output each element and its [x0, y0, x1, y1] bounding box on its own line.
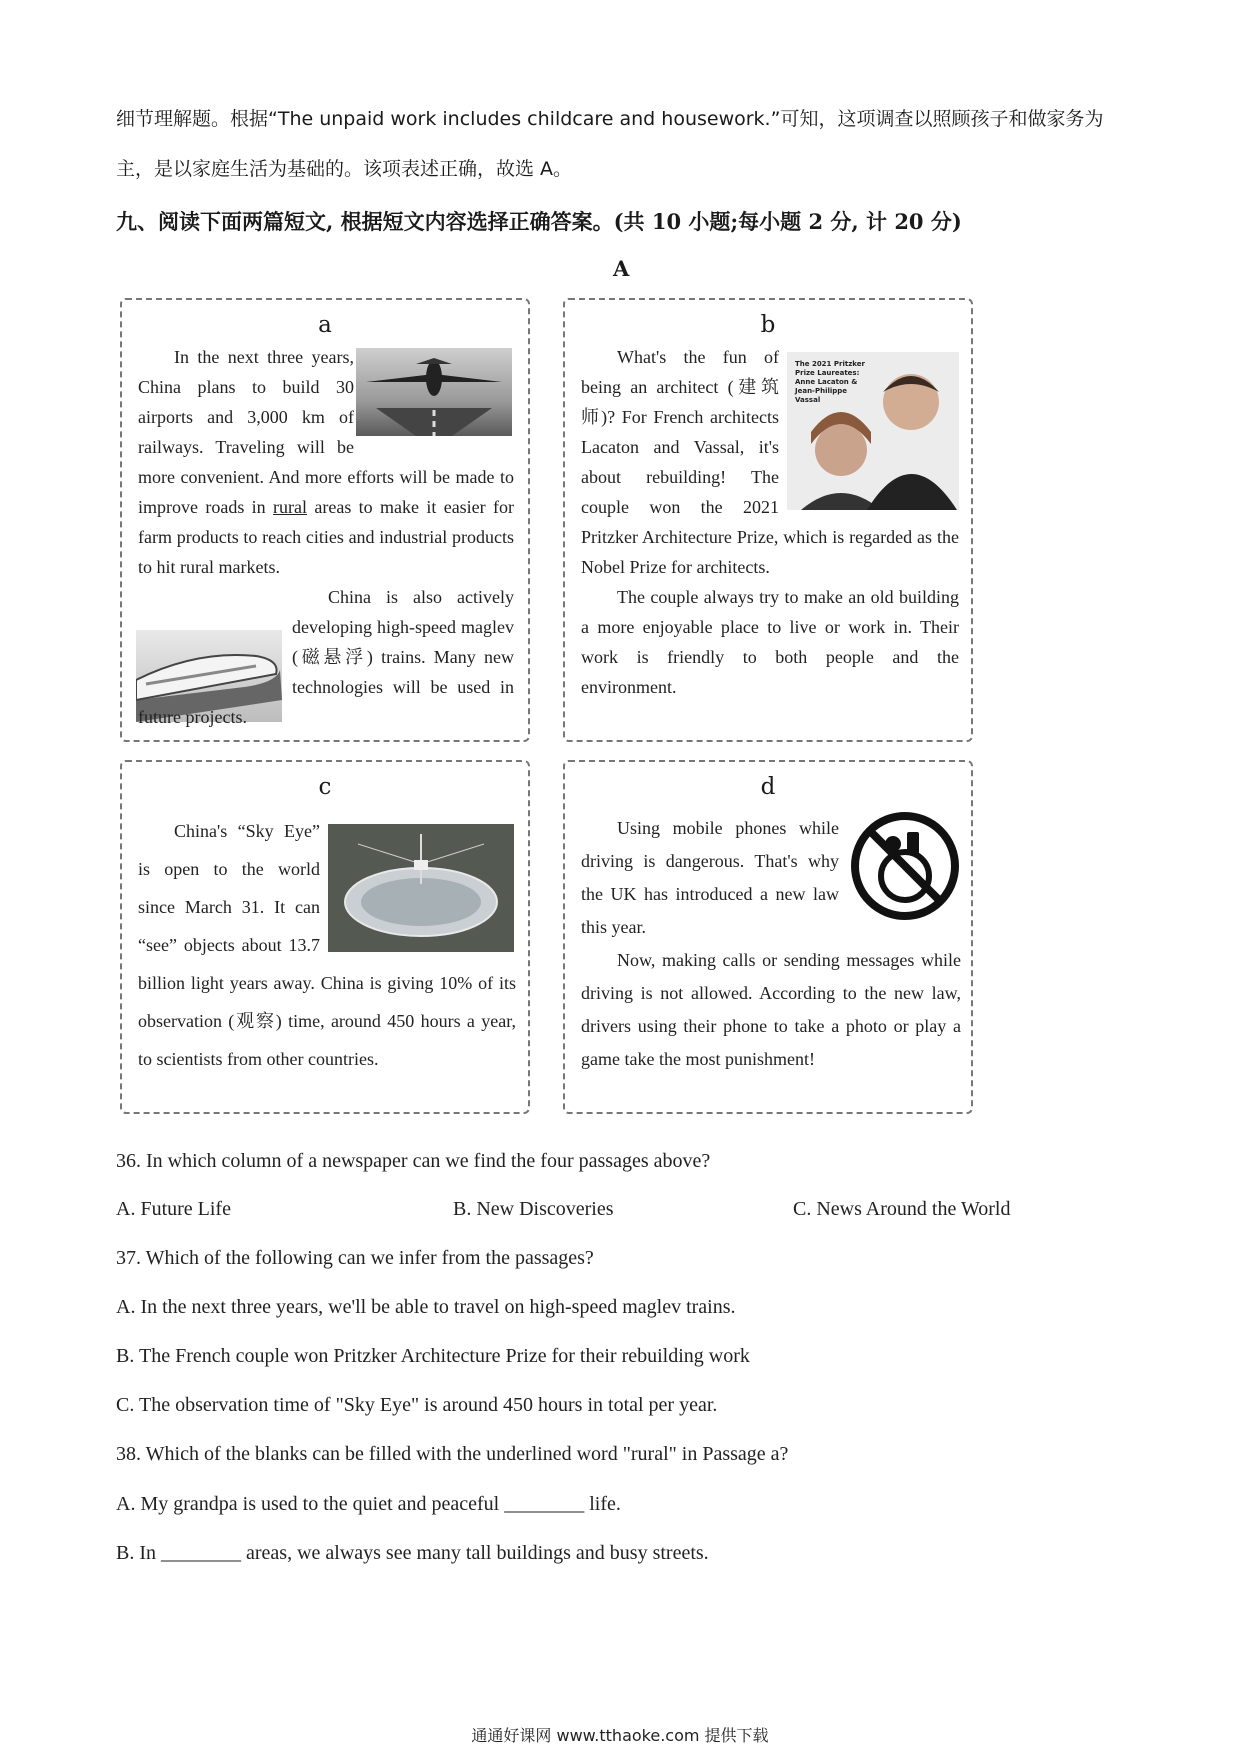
- passage-b-letter: b: [760, 312, 776, 338]
- passage-d-para-1: Using mobile phones while driving is dangerous. That's why the UK has introduced a new law this year.: [581, 818, 839, 937]
- question-36: 36. In which column of a newspaper can we find the four passages above?: [116, 1150, 711, 1172]
- passage-d-text: [581, 812, 961, 1112]
- question-36-option-a: A. Future Life: [116, 1198, 231, 1220]
- question-37-option-c: C. The observation time of "Sky Eye" is around 450 hours in total per year.: [116, 1394, 718, 1416]
- passage-c-para-1: China's “Sky Eye” is open to the world since March 31. It can “see” objects about 13.7 billion light years away. China is giving 10% of its observation (观察) time, around 450 hours a year, to scientists from other countries.: [138, 821, 516, 1069]
- passage-a-text: [138, 342, 514, 742]
- question-37-option-b: B. The French couple won Pritzker Architecture Prize for their rebuilding work: [116, 1345, 750, 1367]
- passage-d-para-2: Now, making calls or sending messages while driving is not allowed. According to the new law, drivers using their phone to take a photo or play a game take the most punishment!: [581, 950, 961, 1069]
- question-36-option-b: B. New Discoveries: [453, 1198, 614, 1220]
- passage-a-text-after: areas to make it easier for farm products to reach cities and industrial products to hit rural markets.: [138, 497, 515, 577]
- passage-b-para-1: What's the fun of being an architect (建筑师)? For French architects Lacaton and Vassal, it's about rebuilding! The couple won the 2021 Pritzker Architecture Prize, which is regarded as the Nobel Prize for architects.: [581, 347, 959, 577]
- passage-d-letter: d: [760, 774, 776, 800]
- passage-b-para-2: The couple always try to make an old building a more enjoyable place to live or work in. Their work is friendly to both people and the environment.: [581, 587, 959, 697]
- passage-c-text: [138, 812, 516, 1112]
- passage-a-text-before: In the next three years, China plans to build 30 airports and 3,000 km of railways. Traveling will be more convenient. And more efforts will be made to improve roads in: [138, 347, 514, 517]
- passage-c-letter: c: [318, 774, 332, 800]
- footer-source: 通通好课网 www.tthaoke.com 提供下载: [471, 1726, 769, 1745]
- passage-b-text: [581, 342, 959, 742]
- question-38-option-b: B. In ________ areas, we always see many tall buildings and busy streets.: [116, 1542, 709, 1564]
- passage-a-box: [120, 298, 530, 742]
- passage-d-box: [563, 760, 973, 1114]
- question-38-option-a: A. My grandpa is used to the quiet and peaceful ________ life.: [116, 1493, 621, 1515]
- passage-b-box: [563, 298, 973, 742]
- question-37: 37. Which of the following can we infer from the passages?: [116, 1247, 594, 1269]
- intro-line-1: 细节理解题。根据“The unpaid work includes childcare and housework.”可知，这项调查以照顾孩子和做家务为: [116, 108, 1104, 130]
- question-38: 38. Which of the blanks can be filled with the underlined word "rural" in Passage a?: [116, 1443, 789, 1465]
- section-title: 九、阅读下面两篇短文, 根据短文内容选择正确答案。(共 10 小题;每小题 2 分, 计 20 分): [116, 209, 962, 234]
- passage-a-para-2: China is also actively developing high-speed maglev (磁悬浮) trains. Many new technologies will be used in future projects.: [138, 587, 514, 727]
- part-label: A: [613, 256, 630, 281]
- passage-c-box: [120, 760, 530, 1114]
- question-36-option-c: C. News Around the World: [793, 1198, 1011, 1220]
- photo-caption: The 2021 Pritzker Prize Laureates: Anne Lacaton & Jean-Philippe Vassal: [795, 360, 865, 404]
- question-37-option-a: A. In the next three years, we'll be able to travel on high-speed maglev trains.: [116, 1296, 736, 1318]
- passage-a-letter: a: [318, 312, 332, 338]
- intro-line-2: 主，是以家庭生活为基础的。该项表述正确，故选 A。: [116, 158, 573, 180]
- underlined-word-rural: rural: [273, 497, 308, 517]
